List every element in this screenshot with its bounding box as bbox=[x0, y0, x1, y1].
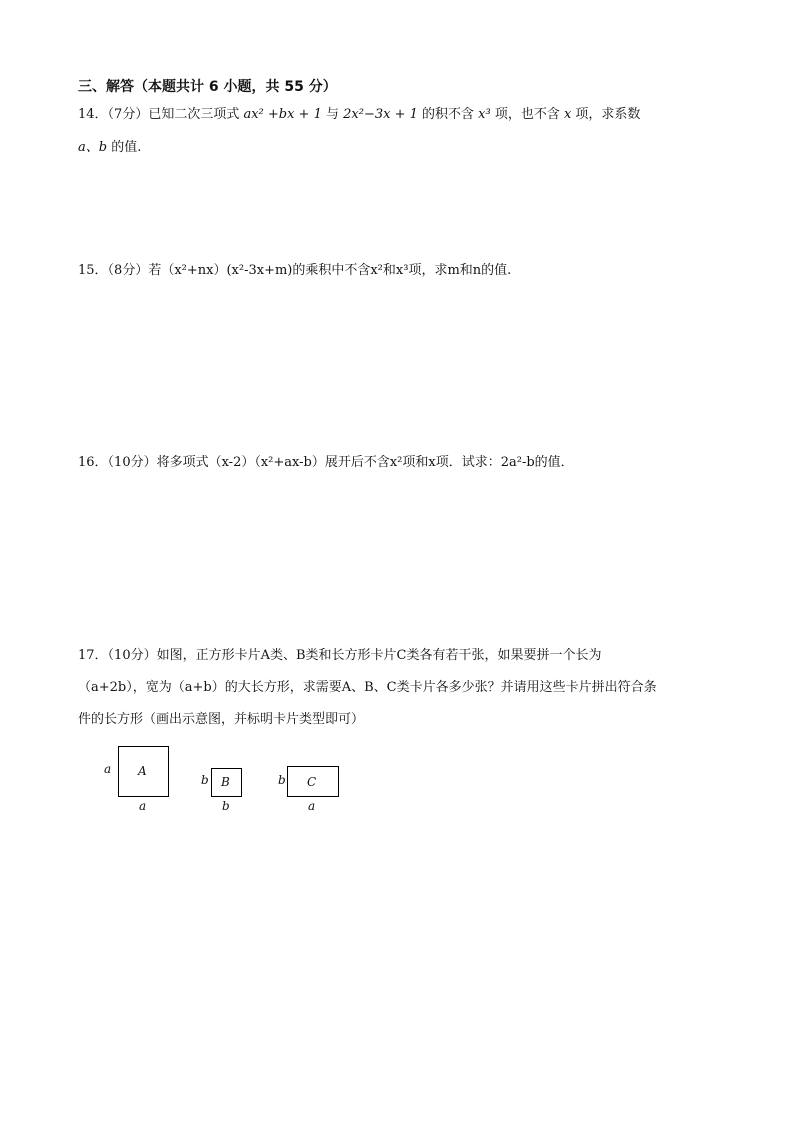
q14-x: x bbox=[563, 107, 572, 122]
question-17-line-2: （a+2b），宽为（a+b）的大长方形，求需要A、B、C类卡片各多少张？并请用这些卡片拼出符合条 bbox=[78, 680, 657, 695]
q14-text-d: 项，也不含 bbox=[490, 107, 564, 122]
q14-text-a: 14．（7分）已知二次三项式 bbox=[78, 107, 244, 122]
card-c-side-label: b bbox=[278, 773, 286, 787]
q14-text-b: 与 bbox=[321, 107, 344, 122]
card-b-bottom-label: b bbox=[222, 799, 230, 813]
question-15: 15．（8分）若（x²+nx）(x²-3x+m)的乘积中不含x²和x³项，求m和n的值. bbox=[78, 263, 512, 278]
question-16: 16．（10分）将多项式（x-2）（x²+ax-b）展开后不含x²项和x项．试求：2a²-b的值． bbox=[78, 455, 574, 470]
card-b-name: B bbox=[221, 775, 230, 789]
question-17-line-1: 17．（10分）如图，正方形卡片A类、B类和长方形卡片C类各有若干张，如果要拼一个长为 bbox=[78, 648, 602, 663]
card-a bbox=[118, 746, 169, 797]
card-a-side-label: a bbox=[104, 762, 112, 776]
section-title: 三、解答（本题共计 6 小题，共 55 分） bbox=[78, 79, 337, 95]
card-b-side-label: b bbox=[201, 773, 209, 787]
question-14-line-2 bbox=[78, 136, 141, 155]
card-a-name: A bbox=[138, 764, 147, 778]
card-b bbox=[211, 768, 242, 797]
q14-x3: x³ bbox=[478, 107, 491, 122]
card-a-bottom-label: a bbox=[139, 799, 147, 813]
question-14-line-1 bbox=[78, 103, 640, 122]
card-c-name: C bbox=[307, 775, 317, 789]
q14-tail: 的值. bbox=[107, 140, 142, 155]
q14-poly-2: 2x²−3x + 1 bbox=[343, 107, 418, 122]
q14-poly-1: ax² +bx + 1 bbox=[243, 107, 322, 122]
q14-ab: a、b bbox=[78, 140, 108, 155]
card-c-bottom-label: a bbox=[308, 799, 316, 813]
question-17-line-3: 件的长方形（画出示意图，并标明卡片类型即可） bbox=[78, 712, 365, 727]
q14-text-c: 的积不含 bbox=[417, 107, 479, 122]
q14-text-e: 项，求系数 bbox=[571, 107, 641, 122]
card-c bbox=[287, 766, 339, 797]
